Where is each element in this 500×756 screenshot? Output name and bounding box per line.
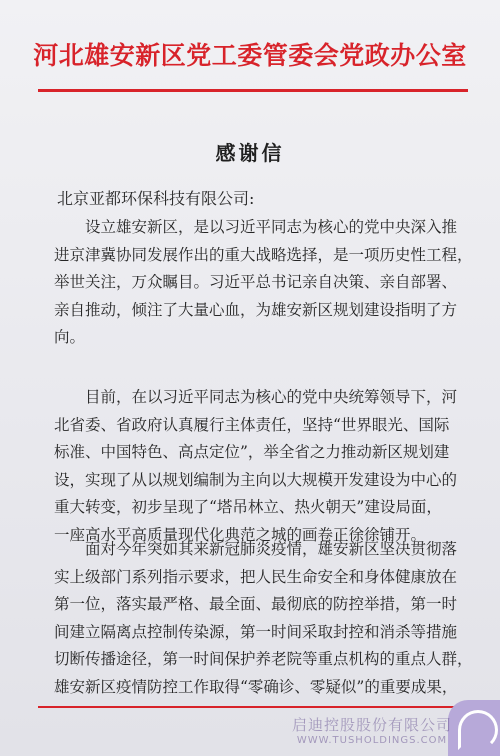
- text-line: 目前，在以习近平同志为核心的党中央统筹领导下，河: [54, 388, 458, 406]
- text-line: 第一位，落实最严格、最全面、最彻底的防控举措，第一时: [54, 595, 458, 614]
- footer-red-rule: [38, 706, 468, 708]
- text-line: 向。: [54, 328, 86, 347]
- text-line: 设，实现了从以规划编制为主向以大规模开发建设为中心的: [54, 470, 458, 489]
- letterhead-red-rule: [38, 89, 468, 92]
- paragraph-1: [54, 214, 474, 352]
- text-line: 重大转变，初步呈现了“塔吊林立、热火朝天”建设局面，: [54, 498, 442, 517]
- text-line: 举世关注，万众瞩目。习近平总书记亲自决策、亲自部署、: [54, 273, 458, 292]
- text-line: 面对今年突如其来新冠肺炎疫情，雄安新区坚决贯彻落: [54, 540, 458, 558]
- watermark: [292, 714, 452, 746]
- watermark-logo-icon: [448, 700, 500, 756]
- paragraph-2: [54, 384, 474, 550]
- salutation: 北京亚都环保科技有限公司:: [57, 189, 255, 208]
- watermark-url: WWW.TUSHOLDINGS.COM: [296, 735, 448, 746]
- watermark-company-name: 启迪控股股份有限公司: [292, 716, 453, 734]
- text-line: 北省委、省政府认真履行主体责任，坚持“世界眼光、国际: [54, 415, 450, 434]
- text-line: 切断传播途径，第一时间保护养老院等重点机构的重点人群，: [54, 650, 473, 669]
- letter-title: 感谢信: [215, 141, 285, 165]
- text-line: 标准、中国特色、高点定位”，举全省之力推动新区规划建: [54, 443, 450, 462]
- text-line: 亲自推动，倾注了大量心血，为雄安新区规划建设指明了方: [54, 300, 458, 319]
- text-line: 一座高水平高质量现代化典范之城的画卷正徐徐铺开。: [54, 525, 427, 544]
- paragraph-3: [54, 536, 474, 702]
- text-line: 设立雄安新区，是以习近平同志为核心的党中央深入推: [54, 218, 458, 236]
- text-line: 进京津冀协同发展作出的重大战略选择，是一项历史性工程，: [54, 245, 473, 264]
- text-line: 雄安新区疫情防控工作取得“零确诊、零疑似”的重要成果，: [54, 677, 458, 696]
- letterhead: 河北雄安新区党工委管委会党政办公室: [33, 41, 467, 70]
- text-line: 间建立隔离点控制传染源，第一时间采取封控和消杀等措施: [54, 622, 458, 641]
- text-line: 实上级部门系列指示要求，把人民生命安全和身体健康放在: [54, 567, 458, 586]
